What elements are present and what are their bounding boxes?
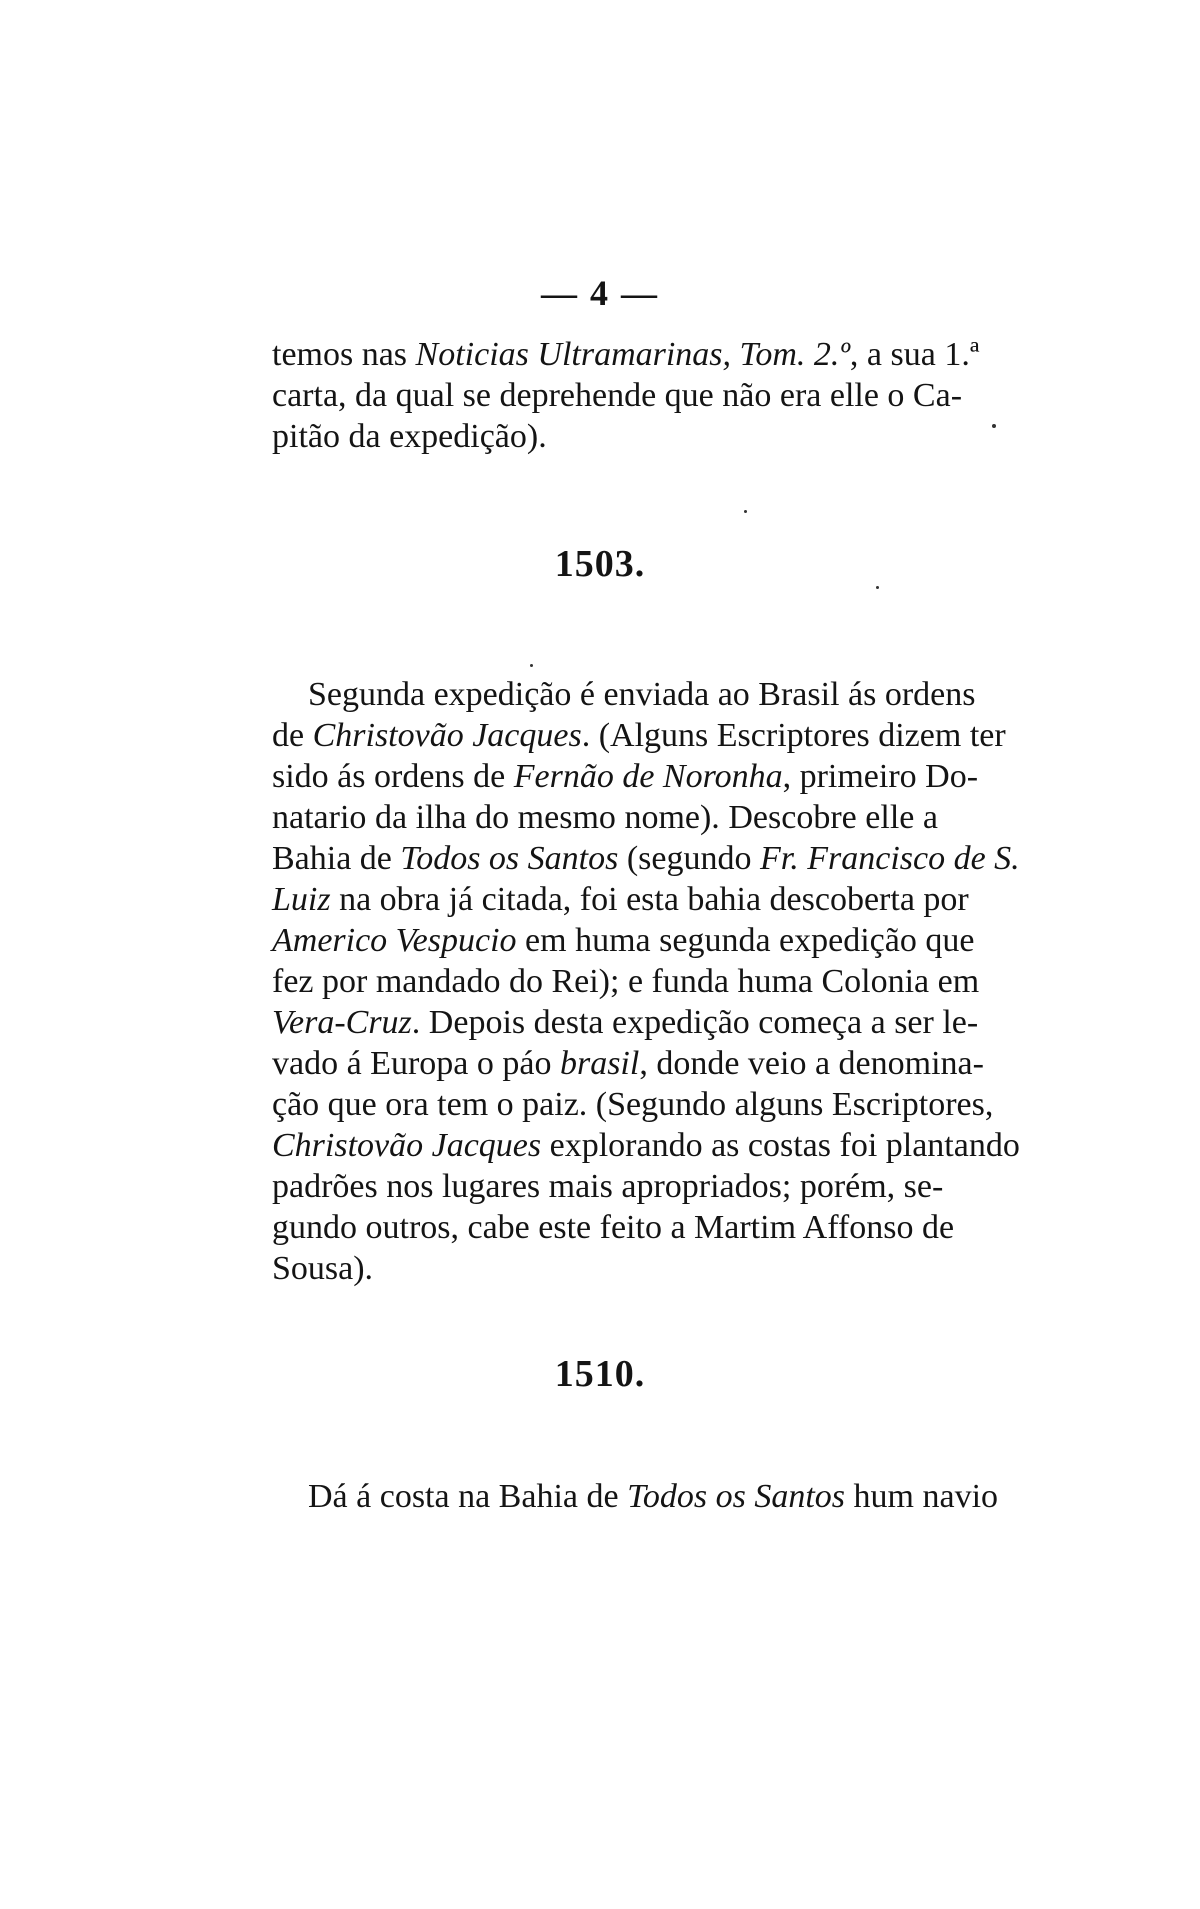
text-run: ção que ora tem o paiz. (Segundo alguns Escriptores, (272, 1086, 994, 1123)
paragraph-1503 (272, 674, 1020, 1289)
text-run: Bahia de (272, 840, 401, 877)
text-run: gundo outros, cabe este feito a Martim Affonso de (272, 1209, 955, 1246)
text-run: Dá á costa na Bahia de (308, 1478, 628, 1515)
text-run: carta, da qual se deprehende que não era elle o Ca- (272, 377, 963, 414)
text-run: . Depois desta expedição começa a ser le- (411, 1004, 979, 1041)
text-run: na obra já citada, foi esta bahia descoberta por (330, 881, 969, 918)
italic-run: Todos os Santos (400, 840, 619, 877)
italic-run: Christovão Jacques (312, 717, 582, 754)
intro-paragraph (272, 334, 980, 457)
text-run: , donde veio a denomina- (639, 1045, 984, 1082)
print-speck (992, 424, 996, 428)
text-line (272, 920, 975, 961)
text-run: , primeiro Do- (782, 758, 979, 795)
text-run: padrões nos lugares mais apropriados; porém, se- (272, 1168, 944, 1205)
text-run: , a sua 1.ª (849, 336, 980, 373)
text-run: vado á Europa o páo (272, 1045, 560, 1082)
text-run: temos nas (272, 336, 416, 373)
text-line (272, 334, 980, 375)
italic-run: Americo Vespucio (272, 922, 517, 959)
text-line (272, 961, 980, 1002)
text-line (272, 375, 963, 416)
print-speck (530, 664, 533, 667)
text-run: sido ás ordens de (272, 758, 514, 795)
italic-run: Fr. Francisco de S. (760, 840, 1020, 877)
text-line (272, 1166, 944, 1207)
year-heading-1510: 1510. (554, 1353, 646, 1395)
text-line (272, 715, 1006, 756)
italic-run: Luiz (272, 881, 331, 918)
text-run: hum navio (845, 1478, 999, 1515)
text-line (272, 1084, 994, 1125)
text-run: em huma segunda expedição que (516, 922, 975, 959)
text-line (272, 879, 969, 920)
print-speck (744, 510, 747, 513)
text-line (272, 1002, 979, 1043)
italic-run: Noticias Ultramarinas, Tom. 2.º (415, 336, 850, 373)
text-line (272, 1207, 955, 1248)
text-line (272, 1476, 999, 1517)
italic-run: Christovão Jacques (272, 1127, 542, 1164)
page-number: — 4 — (541, 273, 659, 313)
print-speck (876, 586, 879, 589)
italic-run: Todos os Santos (627, 1478, 846, 1515)
italic-run: Fernão de Noronha (513, 758, 783, 795)
text-line (272, 1125, 1020, 1166)
text-line (272, 416, 938, 457)
text-run: Segunda expedição é enviada ao Brasil ás ordens (308, 676, 976, 713)
text-run: pitão da expedição). (272, 418, 547, 455)
text-line (272, 838, 1020, 879)
text-run: explorando as costas foi plantando (541, 1127, 1020, 1164)
text-line (272, 1043, 984, 1084)
italic-run: Vera-Cruz (272, 1004, 412, 1041)
text-run: fez por mandado do Rei); e funda huma Colonia em (272, 963, 980, 1000)
text-run: Sousa). (272, 1250, 374, 1287)
text-line (272, 756, 979, 797)
text-line (272, 1248, 938, 1289)
text-run: . (Alguns Escriptores dizem ter (581, 717, 1006, 754)
italic-run: brasil (559, 1045, 640, 1082)
text-run: natario da ilha do mesmo nome). Descobre elle a (272, 799, 938, 836)
text-run: de (272, 717, 313, 754)
paragraph-1510 (272, 1476, 999, 1517)
text-line (272, 674, 976, 715)
year-heading-1503: 1503. (554, 543, 646, 585)
text-line (272, 797, 938, 838)
text-run: (segundo (618, 840, 760, 877)
